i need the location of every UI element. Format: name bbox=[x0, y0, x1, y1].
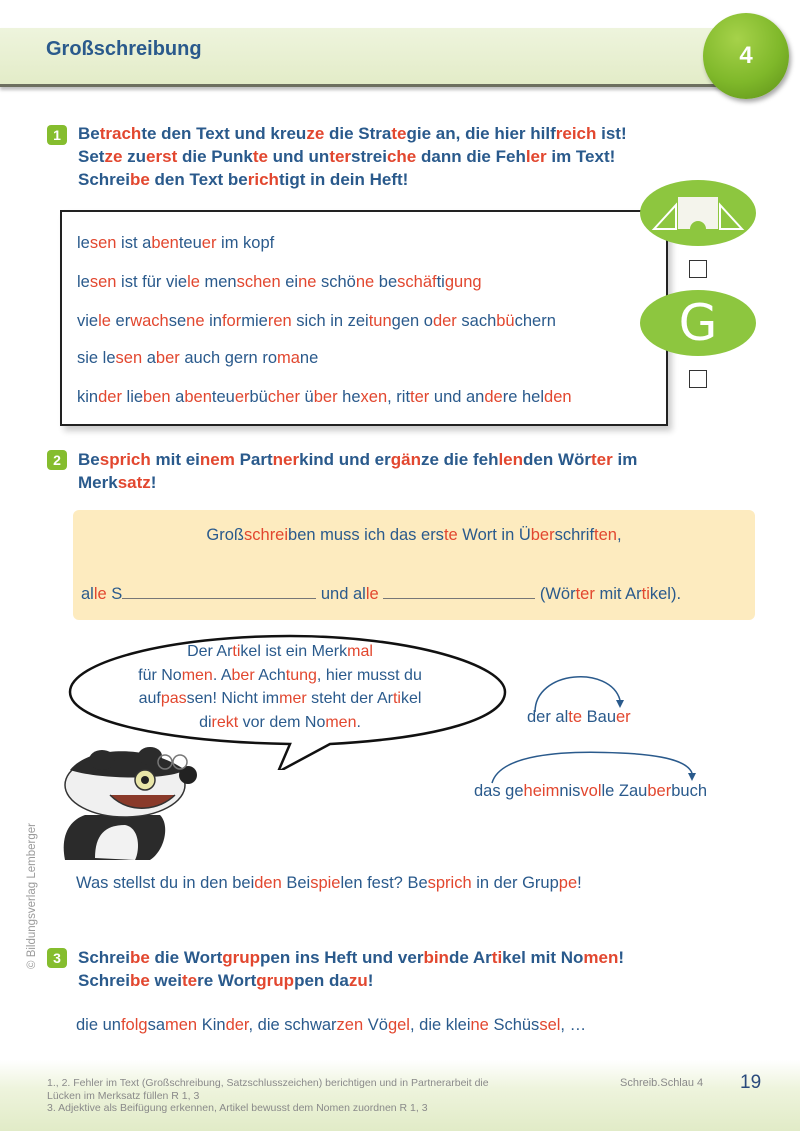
teacher-notes bbox=[47, 1077, 489, 1115]
text-line: lesen ist abenteuer im kopf bbox=[77, 234, 275, 252]
task2-instructions bbox=[78, 448, 637, 494]
arrow-geheimnisvolle-zauberbuch bbox=[480, 745, 720, 785]
task-number-2: 2 bbox=[47, 450, 67, 470]
g-strategy-checkbox[interactable] bbox=[689, 370, 707, 388]
instruction-line: Setze zuerst die Punkte und unterstreiche dann die Fehler im Text! bbox=[78, 147, 616, 166]
text-line: sie lesen aber auch gern romane bbox=[77, 349, 319, 367]
example-geheimnisvolle-zauberbuch: das geheimnisvolle Zauberbuch bbox=[474, 782, 707, 800]
merksatz-line-1: Großschreiben muss ich das erste Wort in Überschriften, bbox=[206, 526, 622, 544]
error-text-box bbox=[60, 210, 668, 426]
bridge-strategy-icon bbox=[640, 180, 756, 246]
discussion-question: Was stellst du in den beiden Beispielen fest? Besprich in der Gruppe! bbox=[76, 874, 582, 892]
bubble-line: für Nomen. Aber Achtung, hier musst du bbox=[138, 666, 422, 684]
chapter-badge: 4 bbox=[703, 13, 789, 99]
g-letter: G bbox=[678, 294, 718, 352]
bridge-strategy-checkbox[interactable] bbox=[689, 260, 707, 278]
badger-mascot-illustration bbox=[40, 740, 200, 865]
task-number-3: 3 bbox=[47, 948, 67, 968]
text-line: viele erwachsene informieren sich in zeitungen oder sachbüchern bbox=[77, 312, 556, 330]
instruction-line: Besprich mit einem Partnerkind und ergänze die fehlenden Wörter im bbox=[78, 450, 638, 469]
bubble-line: Der Artikel ist ein Merkmal bbox=[187, 643, 373, 660]
merksatz-text: (Wörter mit Artikel). bbox=[535, 585, 682, 603]
task3-instructions bbox=[78, 946, 624, 992]
bubble-line: direkt vor dem Nomen. bbox=[199, 713, 361, 731]
blank-field-2[interactable] bbox=[383, 597, 535, 599]
instruction-line: Schreibe den Text berichtigt in dein Heft! bbox=[78, 170, 409, 189]
instruction-line: Merksatz! bbox=[78, 473, 157, 492]
instruction-line: Betrachte den Text und kreuze die Strategie an, die hier hilfreich ist! bbox=[78, 124, 627, 143]
note-line: 3. Adjektive als Beifügung erkennen, Artikel bewusst dem Nomen zuordnen R 1, 3 bbox=[47, 1102, 428, 1114]
instruction-line: Schreibe weitere Wortgruppen dazu! bbox=[78, 971, 374, 990]
g-strategy-icon bbox=[640, 290, 756, 356]
example-der-alte-bauer: der alte Bauer bbox=[527, 708, 631, 726]
page-title: Großschreibung bbox=[46, 38, 202, 60]
book-title: Schreib.Schlau 4 bbox=[620, 1077, 704, 1089]
merksatz-line-2 bbox=[81, 585, 681, 604]
note-line: Lücken im Merksatz füllen R 1, 3 bbox=[47, 1089, 200, 1102]
task1-instructions bbox=[78, 122, 627, 191]
blank-field-1[interactable] bbox=[122, 597, 316, 599]
note-line: 1., 2. Fehler im Text (Großschreibung, Satzschlusszeichen) berichtigen und in Partnerarbeit die bbox=[47, 1077, 489, 1089]
bubble-line: aufpassen! Nicht immer steht der Artikel bbox=[138, 690, 422, 707]
merksatz-box bbox=[73, 510, 755, 620]
merksatz-text: und alle bbox=[316, 585, 379, 603]
merksatz-text: alle S bbox=[81, 585, 123, 603]
task-number-1: 1 bbox=[47, 125, 67, 145]
text-line: kinder lieben abenteuerbücher über hexen, ritter und andere helden bbox=[77, 388, 572, 406]
speech-bubble-text bbox=[100, 640, 460, 734]
word-group-examples: die unfolgsamen Kinder, die schwarzen Vögel, die kleine Schüssel, … bbox=[76, 1016, 587, 1034]
instruction-line: Schreibe die Wortgruppen ins Heft und verbinde Artikel mit Nomen! bbox=[78, 948, 625, 967]
page-number: 19 bbox=[740, 1072, 762, 1093]
copyright-notice: © Bildungsverlag Lemberger bbox=[26, 823, 38, 969]
text-line: lesen ist für viele menschen eine schöne beschäftigung bbox=[77, 273, 482, 291]
